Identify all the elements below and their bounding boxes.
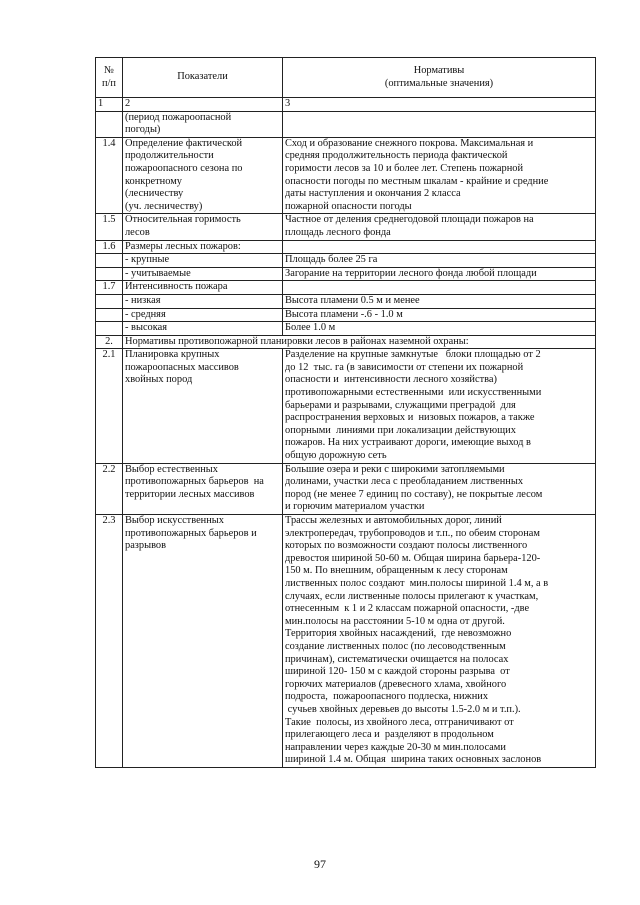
norm-line: средняя продолжительность периода фактической xyxy=(285,150,508,162)
norm-line: Более 1.0 м xyxy=(285,322,336,334)
header-norm-line: (оптимальные значения) xyxy=(384,77,494,89)
row-number: 2. xyxy=(96,335,123,349)
norm-line: Территория хвойных насаждений, где невозможно xyxy=(285,628,512,640)
indicator-line: Выбор естественных xyxy=(125,463,218,475)
indicator-line: (лесничеству xyxy=(125,188,184,200)
indicator-cell xyxy=(123,281,283,295)
norm-line: горимости лесов за 10 и более лет. Степень пожарной xyxy=(285,162,524,174)
colnum-3: 3 xyxy=(283,98,596,112)
indicator-line: разрывов xyxy=(125,540,167,552)
norm-cell xyxy=(283,137,596,214)
norm-line: противопожарными естественными или искусственными xyxy=(285,387,542,399)
norm-line: пожарной опасности погоды xyxy=(285,200,412,212)
indicator-cell xyxy=(123,137,283,214)
norm-line: площадь лесного фонда xyxy=(285,226,391,238)
indicator-line: Выбор искусственных xyxy=(125,515,224,526)
norm-line: направлении через каждые 20-30 м мин.полосами xyxy=(285,741,506,753)
norm-line: Загорание на территории лесного фонда любой площади xyxy=(285,267,537,279)
table-row xyxy=(96,137,596,214)
header-num-line: № xyxy=(104,64,114,76)
column-number-row xyxy=(96,98,596,112)
norm-cell xyxy=(283,515,596,768)
norm-line xyxy=(285,281,593,294)
norm-cell xyxy=(283,294,596,308)
norm-line: Трассы железных и автомобильных дорог, линий xyxy=(285,515,502,526)
norm-line: Частное от деления среднегодовой площади пожаров на xyxy=(285,214,534,226)
indicator-line: (уч. лесничеству) xyxy=(125,200,203,212)
row-number xyxy=(96,254,123,268)
norm-line: Сход и образование снежного покрова. Максимальная и xyxy=(285,137,534,149)
norm-line: опасности и интенсивности лесного хозяйства) xyxy=(285,374,497,386)
norm-cell xyxy=(283,254,596,268)
indicator-line: пожароопасного сезона по xyxy=(125,162,243,174)
indicator-line: Размеры лесных пожаров: xyxy=(125,240,241,252)
table-row xyxy=(96,515,596,768)
norm-line: электропередач, трубопроводов и т.п., по обеим сторонам xyxy=(285,527,540,539)
row-number xyxy=(96,322,123,336)
norm-cell xyxy=(283,214,596,240)
norm-line: шириной 120- 150 м с каждой стороны разрыва от xyxy=(285,666,510,678)
indicator-line: Определение фактической xyxy=(125,137,243,149)
norm-line: распространения верховых и низовых пожаров, а также xyxy=(285,412,535,424)
header-norm-line: Нормативы xyxy=(413,64,465,76)
norms-table xyxy=(95,57,596,768)
header-norm xyxy=(283,58,596,98)
table-row xyxy=(96,214,596,240)
norm-line: Большие озера и реки с широкими затопляемыми xyxy=(285,463,505,475)
indicator-line: - низкая xyxy=(125,294,161,306)
norm-line: горючих материалов (древесного хлама, хвойного xyxy=(285,678,507,690)
indicator-cell xyxy=(123,267,283,281)
norm-line: Высота пламени -.6 - 1.0 м xyxy=(285,308,403,320)
indicator-line: - высокая xyxy=(125,322,168,334)
page-number: 97 xyxy=(314,857,326,871)
norm-line: сучьев хвойных деревьев до высоты 1.5-2.0 м и т.п.). xyxy=(285,703,521,715)
indicator-line: Интенсивность пожара xyxy=(125,281,228,293)
norm-line: древостоя шириной 50-60 м. Общая ширина барьера-120- xyxy=(285,552,541,564)
section-heading: Нормативы противопожарной планировки лесов в районах наземной охраны: xyxy=(123,335,596,349)
norm-line: мин.полосы на расстоянии 5-10 м одна от другой. xyxy=(285,615,505,627)
norm-line: до 12 тыс. га (в зависимости от степени их пожарной xyxy=(285,361,524,373)
norm-cell xyxy=(283,281,596,295)
row-number: 1.4 xyxy=(96,137,123,214)
norm-line xyxy=(285,112,593,125)
indicator-cell xyxy=(123,322,283,336)
norm-cell xyxy=(283,463,596,514)
row-number xyxy=(96,308,123,322)
table-row xyxy=(96,267,596,281)
table-row xyxy=(96,463,596,514)
indicator-line: пожароопасных массивов xyxy=(125,361,239,373)
norm-cell xyxy=(283,322,596,336)
norm-line: отнесенным к 1 и 2 классам пожарной опасности, -две xyxy=(285,603,530,615)
row-number: 2.1 xyxy=(96,349,123,463)
norm-cell xyxy=(283,111,596,137)
norm-line: прилегающего леса и разделяют в продольном xyxy=(285,729,494,741)
indicator-line: Относительная горимость xyxy=(125,214,241,226)
norm-line: которых по возможности создают полосы лиственного xyxy=(285,540,528,552)
table-row xyxy=(96,322,596,336)
header-indicator: Показатели xyxy=(123,58,283,98)
row-number: 1.5 xyxy=(96,214,123,240)
row-number xyxy=(96,111,123,137)
row-number: 1.6 xyxy=(96,240,123,254)
norm-line: опасности погоды по местным шкалам - крайние и средние xyxy=(285,175,549,187)
table-header-row xyxy=(96,58,596,98)
table-row xyxy=(96,335,596,349)
norm-cell xyxy=(283,349,596,463)
norm-line: долинами, участки леса с преобладанием лиственных xyxy=(285,476,524,488)
norm-line: общую дорожную сеть xyxy=(285,450,387,462)
norm-line xyxy=(285,241,593,254)
header-num xyxy=(96,58,123,98)
norm-cell xyxy=(283,308,596,322)
indicator-line: противопожарных барьеров на xyxy=(125,476,264,488)
norm-cell xyxy=(283,267,596,281)
table-row xyxy=(96,294,596,308)
indicator-line: лесов xyxy=(125,226,150,238)
indicator-line: - крупные xyxy=(125,254,170,266)
table-row xyxy=(96,308,596,322)
row-number: 1.7 xyxy=(96,281,123,295)
norm-line: причинам), систематически очищается на полосах xyxy=(285,653,509,665)
indicator-line: - средняя xyxy=(125,308,166,320)
row-number xyxy=(96,267,123,281)
indicator-cell xyxy=(123,308,283,322)
norm-line: Разделение на крупные замкнутые блоки площадью от 2 xyxy=(285,349,541,361)
norm-line: Такие полосы, из хвойного леса, отграничивают от xyxy=(285,716,514,728)
table-row xyxy=(96,281,596,295)
indicator-cell xyxy=(123,294,283,308)
indicator-line: погоды) xyxy=(125,124,161,136)
indicator-line: хвойных пород xyxy=(125,374,193,386)
indicator-cell xyxy=(123,515,283,768)
norm-cell xyxy=(283,240,596,254)
indicator-line: (период пожароопасной xyxy=(125,111,232,123)
indicator-cell xyxy=(123,240,283,254)
table-row xyxy=(96,349,596,463)
row-number xyxy=(96,294,123,308)
norm-line: пожаров. На них устраивают дороги, имеющие выход в xyxy=(285,437,531,449)
norm-line: опорными линиями при локализации действующих xyxy=(285,424,516,436)
norm-line: барьерами и разрывами, служащими преградой для xyxy=(285,399,516,411)
indicator-line: продолжительности xyxy=(125,150,214,162)
colnum-1: 1 xyxy=(96,98,123,112)
norm-line: даты наступления и окончания 2 класса xyxy=(285,188,461,200)
row-number: 2.3 xyxy=(96,515,123,768)
norm-line: подроста, пожароопасного подлеска, нижних xyxy=(285,691,489,703)
table-row xyxy=(96,254,596,268)
norm-line: пород (не менее 7 единиц по составу), не покрытые лесом xyxy=(285,488,543,500)
norm-line: случаях, если лиственные полосы прилегают к участкам, xyxy=(285,590,539,602)
indicator-line: конкретному xyxy=(125,175,183,187)
row-number: 2.2 xyxy=(96,463,123,514)
norm-line: и горючим материалом участки xyxy=(285,501,425,513)
indicator-cell xyxy=(123,111,283,137)
table-row xyxy=(96,111,596,137)
indicator-line: противопожарных барьеров и xyxy=(125,527,257,539)
indicator-cell xyxy=(123,254,283,268)
indicator-cell xyxy=(123,463,283,514)
norm-line: лиственных полос создают мин.полосы шириной 1.4 м, а в xyxy=(285,577,549,589)
indicator-cell xyxy=(123,214,283,240)
norm-line: шириной 1.4 м. Общая ширина таких основных заслонов xyxy=(285,754,542,766)
indicator-cell xyxy=(123,349,283,463)
indicator-line: территории лесных массивов xyxy=(125,488,255,500)
indicator-line: Планировка крупных xyxy=(125,349,220,361)
norm-line: Высота пламени 0.5 м и менее xyxy=(285,294,420,306)
norm-line: Площадь более 25 га xyxy=(285,254,378,266)
indicator-line: - учитываемые xyxy=(125,267,191,279)
table-row xyxy=(96,240,596,254)
norm-line: создание лиственных полос (по лесоводственным xyxy=(285,640,506,652)
header-num-line: п/п xyxy=(101,77,116,89)
colnum-2: 2 xyxy=(123,98,283,112)
norm-line: 150 м. По внешним, обращенным к лесу сторонам xyxy=(285,565,508,577)
